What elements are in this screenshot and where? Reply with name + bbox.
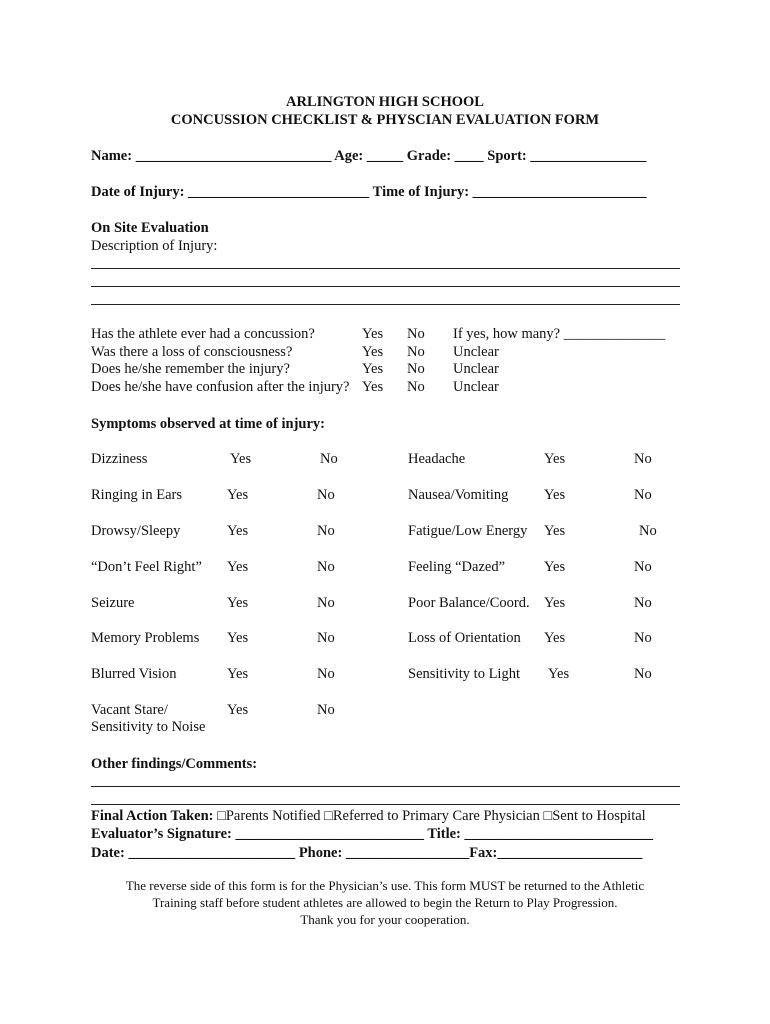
- symptom-label: Dizziness: [91, 451, 148, 467]
- symptom-no-option[interactable]: No: [634, 487, 652, 503]
- symptom-label: Memory Problems: [91, 630, 200, 646]
- question-yes-option[interactable]: Yes: [362, 361, 384, 377]
- symptom-no-option[interactable]: No: [320, 451, 338, 467]
- other-findings-heading: Other findings/Comments:: [91, 756, 258, 772]
- symptom-label: Drowsy/Sleepy: [91, 523, 181, 539]
- symptom-no-option[interactable]: No: [317, 630, 335, 646]
- symptom-label: “Don’t Feel Right”: [91, 559, 202, 575]
- symptom-label: Loss of Orientation: [408, 630, 521, 646]
- symptom-yes-option[interactable]: Yes: [548, 666, 570, 682]
- final-action-label: Final Action Taken:: [91, 808, 214, 824]
- athlete-info-line[interactable]: Name: ___________________________ Age: _____ Grade: ____ Sport: ________________: [91, 148, 647, 164]
- onsite-heading: On Site Evaluation: [91, 220, 209, 236]
- description-label: Description of Injury:: [91, 238, 218, 254]
- symptom-yes-option[interactable]: Yes: [227, 702, 249, 718]
- question-unclear-option[interactable]: Unclear: [453, 344, 499, 360]
- footer-note-3: Thank you for your cooperation.: [300, 912, 470, 927]
- symptom-no-option[interactable]: No: [317, 666, 335, 682]
- symptom-yes-option[interactable]: Yes: [544, 559, 566, 575]
- symptom-yes-option[interactable]: Yes: [544, 595, 566, 611]
- symptoms-heading: Symptoms observed at time of injury:: [91, 416, 325, 432]
- question-no-option[interactable]: No: [407, 344, 425, 360]
- symptom-yes-option[interactable]: Yes: [230, 451, 252, 467]
- comments-line-1[interactable]: [91, 786, 680, 787]
- symptom-no-option[interactable]: No: [634, 630, 652, 646]
- form-title: CONCUSSION CHECKLIST & PHYSCIAN EVALUATION FORM: [170, 112, 600, 128]
- symptom-label: Nausea/Vomiting: [408, 487, 509, 503]
- symptom-label: Seizure: [91, 595, 135, 611]
- injury-time-line[interactable]: Date of Injury: _________________________ Time of Injury: ________________________: [91, 184, 647, 200]
- symptom-label: Sensitivity to Light: [408, 666, 520, 682]
- description-line-3[interactable]: [91, 304, 680, 305]
- referred-physician-checkbox[interactable]: □Referred to Primary Care Physician: [324, 808, 540, 824]
- symptom-label: Headache: [408, 451, 466, 467]
- symptom-label: Blurred Vision: [91, 666, 177, 682]
- symptom-label: Poor Balance/Coord.: [408, 595, 530, 611]
- symptom-no-option[interactable]: No: [639, 523, 657, 539]
- description-line-2[interactable]: [91, 286, 680, 287]
- symptom-label-line2: Sensitivity to Noise: [91, 719, 206, 735]
- question-row-label: Was there a loss of consciousness?: [91, 344, 293, 360]
- symptom-yes-option[interactable]: Yes: [227, 523, 249, 539]
- question-no-option[interactable]: No: [407, 361, 425, 377]
- symptom-no-option[interactable]: No: [317, 487, 335, 503]
- description-line-1[interactable]: [91, 268, 680, 269]
- question-row-label: Does he/she remember the injury?: [91, 361, 290, 377]
- symptom-label: Vacant Stare/: [91, 702, 168, 718]
- question-row-label: Does he/she have confusion after the injury?: [91, 379, 350, 395]
- symptom-no-option[interactable]: No: [317, 702, 335, 718]
- school-name: ARLINGTON HIGH SCHOOL: [286, 94, 484, 110]
- question-unclear-option[interactable]: Unclear: [453, 361, 499, 377]
- symptom-yes-option[interactable]: Yes: [227, 595, 249, 611]
- symptom-no-option[interactable]: No: [634, 666, 652, 682]
- question-no-option[interactable]: No: [407, 379, 425, 395]
- question-yes-option[interactable]: Yes: [362, 344, 384, 360]
- symptom-yes-option[interactable]: Yes: [227, 666, 249, 682]
- symptom-label: Fatigue/Low Energy: [408, 523, 528, 539]
- symptom-yes-option[interactable]: Yes: [544, 451, 566, 467]
- question-yes-option[interactable]: Yes: [362, 326, 384, 342]
- symptom-yes-option[interactable]: Yes: [544, 630, 566, 646]
- symptom-no-option[interactable]: No: [634, 451, 652, 467]
- symptom-no-option[interactable]: No: [634, 595, 652, 611]
- symptom-yes-option[interactable]: Yes: [227, 630, 249, 646]
- date-phone-fax-line[interactable]: Date: _______________________ Phone: _________________Fax:____________________: [91, 845, 643, 861]
- question-yes-option[interactable]: Yes: [362, 379, 384, 395]
- symptom-label: Feeling “Dazed”: [408, 559, 506, 575]
- symptom-label: Ringing in Ears: [91, 487, 183, 503]
- symptom-yes-option[interactable]: Yes: [227, 559, 249, 575]
- final-action-row: [91, 808, 646, 825]
- footer-note-2: Training staff before student athletes are allowed to begin the Return to Play Progression.: [152, 895, 618, 910]
- question-unclear-option[interactable]: Unclear: [453, 379, 499, 395]
- parents-notified-checkbox[interactable]: □Parents Notified: [217, 808, 321, 824]
- symptom-yes-option[interactable]: Yes: [227, 487, 249, 503]
- footer-note-1: The reverse side of this form is for the Physician’s use. This form MUST be returned to the Athletic: [125, 878, 645, 893]
- symptom-no-option[interactable]: No: [317, 559, 335, 575]
- question-row-label: Has the athlete ever had a concussion?: [91, 326, 315, 342]
- symptom-no-option[interactable]: No: [317, 595, 335, 611]
- symptom-yes-option[interactable]: Yes: [544, 523, 566, 539]
- symptom-no-option[interactable]: No: [634, 559, 652, 575]
- comments-line-2[interactable]: [91, 804, 680, 805]
- symptom-no-option[interactable]: No: [317, 523, 335, 539]
- sent-hospital-checkbox[interactable]: □Sent to Hospital: [543, 808, 646, 824]
- symptom-yes-option[interactable]: Yes: [544, 487, 566, 503]
- question-no-option[interactable]: No: [407, 326, 425, 342]
- concussion-count-field[interactable]: If yes, how many? ______________: [453, 326, 666, 342]
- evaluator-signature-line[interactable]: Evaluator’s Signature: __________________________ Title: __________________________: [91, 826, 654, 842]
